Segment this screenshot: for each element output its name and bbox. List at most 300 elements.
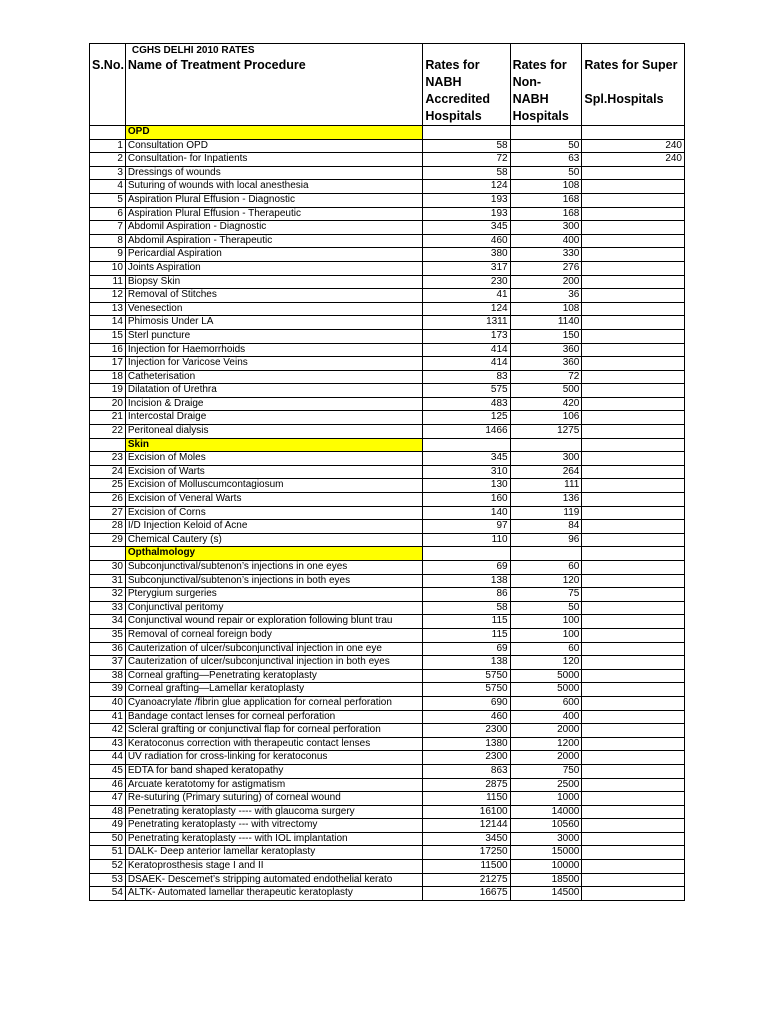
table-row — [90, 329, 685, 343]
non-nabh-rate-cell: 106 — [510, 411, 582, 425]
non-nabh-rate-cell: 276 — [510, 261, 582, 275]
serial-number-cell: 16 — [90, 343, 126, 357]
serial-number-cell: 35 — [90, 628, 126, 642]
non-nabh-rate-cell: 168 — [510, 193, 582, 207]
section-row — [90, 126, 685, 140]
table-row — [90, 180, 685, 194]
non-nabh-rate-cell: 168 — [510, 207, 582, 221]
serial-number-cell: 41 — [90, 710, 126, 724]
serial-number-cell: 8 — [90, 234, 126, 248]
table-row — [90, 425, 685, 439]
serial-number-cell: 43 — [90, 737, 126, 751]
table-row — [90, 615, 685, 629]
super-spl-rate-cell — [582, 316, 685, 330]
procedure-name-cell: Phimosis Under LA — [125, 316, 423, 330]
nabh-rate-cell: 124 — [423, 180, 510, 194]
super-spl-rate-cell — [582, 764, 685, 778]
nabh-rate-cell: 2300 — [423, 724, 510, 738]
procedure-name-cell: Keratoconus correction with therapeutic contact lenses — [125, 737, 423, 751]
nabh-rate-cell: 58 — [423, 139, 510, 153]
serial-number-cell: 31 — [90, 574, 126, 588]
super-spl-rate-cell — [582, 696, 685, 710]
serial-number-cell: 1 — [90, 139, 126, 153]
empty-cell — [582, 547, 685, 561]
table-row — [90, 887, 685, 901]
procedure-name-cell: Dressings of wounds — [125, 166, 423, 180]
super-spl-rate-cell — [582, 329, 685, 343]
procedure-name-cell: Abdomil Aspiration - Diagnostic — [125, 221, 423, 235]
table-row — [90, 139, 685, 153]
table-row — [90, 193, 685, 207]
non-nabh-rate-cell: 10000 — [510, 860, 582, 874]
super-spl-rate-cell — [582, 683, 685, 697]
procedure-name-cell: Penetrating keratoplasty ---- with IOL implantation — [125, 832, 423, 846]
table-row — [90, 493, 685, 507]
serial-number-cell: 36 — [90, 642, 126, 656]
empty-cell — [582, 438, 685, 452]
procedure-name-cell: Injection for Haemorrhoids — [125, 343, 423, 357]
procedure-name-cell: Subconjunctival/subtenon’s injections in both eyes — [125, 574, 423, 588]
procedure-name-cell: Dilatation of Urethra — [125, 384, 423, 398]
non-nabh-rate-cell: 360 — [510, 357, 582, 371]
nabh-rate-cell: 41 — [423, 289, 510, 303]
nonnabh-header-cell — [510, 44, 582, 126]
non-nabh-rate-cell: 150 — [510, 329, 582, 343]
non-nabh-rate-cell: 1275 — [510, 425, 582, 439]
non-nabh-rate-cell: 63 — [510, 153, 582, 167]
procedure-name-cell: Pericardial Aspiration — [125, 248, 423, 262]
nabh-rate-cell: 173 — [423, 329, 510, 343]
non-nabh-rate-cell: 400 — [510, 234, 582, 248]
procedure-name-cell: I/D Injection Keloid of Acne — [125, 520, 423, 534]
procedure-name-cell: Scleral grafting or conjunctival flap for corneal perforation — [125, 724, 423, 738]
serial-number-cell: 17 — [90, 357, 126, 371]
non-nabh-rate-cell: 3000 — [510, 832, 582, 846]
non-nabh-rate-cell: 50 — [510, 166, 582, 180]
nabh-rate-cell: 124 — [423, 302, 510, 316]
rates-table — [89, 43, 685, 901]
super-spl-rate-cell — [582, 751, 685, 765]
super-spl-rate-cell — [582, 860, 685, 874]
table-row — [90, 357, 685, 371]
non-nabh-rate-cell: 50 — [510, 139, 582, 153]
non-nabh-rate-cell: 2500 — [510, 778, 582, 792]
serial-number-cell: 9 — [90, 248, 126, 262]
nabh-rate-cell: 414 — [423, 357, 510, 371]
procedure-name-cell: DSAEK- Descemet’s stripping automated endothelial kerato — [125, 873, 423, 887]
non-nabh-rate-cell: 1140 — [510, 316, 582, 330]
serial-number-cell: 6 — [90, 207, 126, 221]
super-spl-rate-cell — [582, 479, 685, 493]
serial-number-cell: 30 — [90, 561, 126, 575]
table-row — [90, 343, 685, 357]
serial-number-cell: 49 — [90, 819, 126, 833]
non-nabh-rate-cell: 14500 — [510, 887, 582, 901]
nabh-rate-cell: 5750 — [423, 669, 510, 683]
table-row — [90, 506, 685, 520]
nabh-rate-cell: 138 — [423, 656, 510, 670]
nabh-rate-cell: 193 — [423, 207, 510, 221]
table-row — [90, 302, 685, 316]
non-nabh-rate-cell: 108 — [510, 180, 582, 194]
name-header-cell — [125, 44, 423, 126]
super-spl-rate-cell — [582, 873, 685, 887]
serial-number-cell: 2 — [90, 153, 126, 167]
non-nabh-rate-cell: 120 — [510, 656, 582, 670]
procedure-name-cell: Injection for Varicose Veins — [125, 357, 423, 371]
table-row — [90, 533, 685, 547]
serial-number-cell: 54 — [90, 887, 126, 901]
nabh-rate-cell: 575 — [423, 384, 510, 398]
procedure-name-cell: Peritoneal dialysis — [125, 425, 423, 439]
table-row — [90, 574, 685, 588]
super-spl-rate-cell — [582, 221, 685, 235]
super-spl-rate-cell: 240 — [582, 139, 685, 153]
super-spl-rate-cell — [582, 275, 685, 289]
nabh-rate-cell: 414 — [423, 343, 510, 357]
table-row — [90, 452, 685, 466]
super-spl-rate-cell — [582, 724, 685, 738]
procedure-name-cell: Excision of Warts — [125, 465, 423, 479]
nabh-rate-cell: 460 — [423, 234, 510, 248]
super-spl-rate-cell — [582, 832, 685, 846]
super-spl-rate-cell — [582, 411, 685, 425]
empty-cell — [423, 547, 510, 561]
table-row — [90, 819, 685, 833]
serial-number-cell: 37 — [90, 656, 126, 670]
empty-cell — [423, 126, 510, 140]
table-row — [90, 860, 685, 874]
table-row — [90, 751, 685, 765]
non-nabh-rate-cell: 136 — [510, 493, 582, 507]
serial-number-cell: 13 — [90, 302, 126, 316]
non-nabh-rate-cell: 5000 — [510, 669, 582, 683]
procedure-name-cell: Intercostal Draige — [125, 411, 423, 425]
table-row — [90, 805, 685, 819]
serial-number-cell: 7 — [90, 221, 126, 235]
nabh-rate-cell: 483 — [423, 397, 510, 411]
procedure-name-cell: Penetrating keratoplasty --- with vitrectomy — [125, 819, 423, 833]
name-header: Name of Treatment Procedure — [127, 58, 306, 72]
procedure-name-cell: Cauterization of ulcer/subconjunctival injection in one eye — [125, 642, 423, 656]
nabh-rate-cell: 380 — [423, 248, 510, 262]
non-nabh-rate-cell: 111 — [510, 479, 582, 493]
non-nabh-rate-cell: 60 — [510, 561, 582, 575]
non-nabh-rate-cell: 15000 — [510, 846, 582, 860]
serial-number-cell: 51 — [90, 846, 126, 860]
nabh-rate-cell: 193 — [423, 193, 510, 207]
super-spl-rate-cell — [582, 248, 685, 262]
procedure-name-cell: UV radiation for cross-linking for keratoconus — [125, 751, 423, 765]
table-row — [90, 411, 685, 425]
non-nabh-rate-cell: 84 — [510, 520, 582, 534]
super-spl-rate-cell — [582, 302, 685, 316]
super-spl-rate-cell — [582, 506, 685, 520]
table-row — [90, 207, 685, 221]
table-row — [90, 153, 685, 167]
empty-cell — [90, 547, 126, 561]
procedure-name-cell: Pterygium surgeries — [125, 588, 423, 602]
table-row — [90, 642, 685, 656]
nabh-rate-cell: 12144 — [423, 819, 510, 833]
nabh-rate-cell: 58 — [423, 601, 510, 615]
non-nabh-rate-cell: 264 — [510, 465, 582, 479]
non-nabh-rate-cell: 400 — [510, 710, 582, 724]
table-row — [90, 846, 685, 860]
section-heading: OPD — [125, 126, 423, 140]
super-spl-rate-cell — [582, 601, 685, 615]
table-row — [90, 384, 685, 398]
super-spl-rate-cell — [582, 642, 685, 656]
nabh-rate-cell: 345 — [423, 452, 510, 466]
table-row — [90, 479, 685, 493]
non-nabh-rate-cell: 14000 — [510, 805, 582, 819]
non-nabh-rate-cell: 96 — [510, 533, 582, 547]
table-row — [90, 261, 685, 275]
table-row — [90, 289, 685, 303]
super-spl-rate-cell — [582, 533, 685, 547]
procedure-name-cell: Incision & Draige — [125, 397, 423, 411]
procedure-name-cell: Suturing of wounds with local anesthesia — [125, 180, 423, 194]
procedure-name-cell: Keratoprosthesis stage I and II — [125, 860, 423, 874]
super-spl-rate-cell — [582, 207, 685, 221]
serial-number-cell: 42 — [90, 724, 126, 738]
serial-number-cell: 32 — [90, 588, 126, 602]
serial-number-cell: 45 — [90, 764, 126, 778]
super-spl-rate-cell — [582, 615, 685, 629]
table-row — [90, 397, 685, 411]
nabh-rate-cell: 83 — [423, 370, 510, 384]
empty-cell — [510, 438, 582, 452]
nabh-rate-cell: 1150 — [423, 792, 510, 806]
section-heading: Skin — [125, 438, 423, 452]
procedure-name-cell: Cauterization of ulcer/subconjunctival injection in both eyes — [125, 656, 423, 670]
table-row — [90, 792, 685, 806]
nabh-rate-cell: 345 — [423, 221, 510, 235]
nabh-rate-cell: 140 — [423, 506, 510, 520]
procedure-name-cell: Excision of Moles — [125, 452, 423, 466]
nabh-rate-cell: 21275 — [423, 873, 510, 887]
non-nabh-rate-cell: 5000 — [510, 683, 582, 697]
serial-number-cell: 3 — [90, 166, 126, 180]
super-spl-rate-cell — [582, 778, 685, 792]
nabh-rate-cell: 69 — [423, 561, 510, 575]
serial-number-cell: 11 — [90, 275, 126, 289]
non-nabh-rate-cell: 420 — [510, 397, 582, 411]
nabh-rate-cell: 138 — [423, 574, 510, 588]
super-spl-rate-cell — [582, 465, 685, 479]
non-nabh-rate-cell: 360 — [510, 343, 582, 357]
procedure-name-cell: ALTK- Automated lamellar therapeutic keratoplasty — [125, 887, 423, 901]
serial-number-cell: 52 — [90, 860, 126, 874]
super-spl-rate-cell — [582, 180, 685, 194]
serial-number-cell: 38 — [90, 669, 126, 683]
table-row — [90, 370, 685, 384]
procedure-name-cell: Aspiration Plural Effusion - Therapeutic — [125, 207, 423, 221]
nabh-rate-cell: 115 — [423, 615, 510, 629]
serial-number-cell: 29 — [90, 533, 126, 547]
non-nabh-rate-cell: 200 — [510, 275, 582, 289]
super-header-cell — [582, 44, 685, 126]
procedure-name-cell: Arcuate keratotomy for astigmatism — [125, 778, 423, 792]
super-spl-rate-cell — [582, 452, 685, 466]
procedure-name-cell: EDTA for band shaped keratopathy — [125, 764, 423, 778]
serial-number-cell: 12 — [90, 289, 126, 303]
nabh-rate-cell: 1311 — [423, 316, 510, 330]
serial-number-cell: 20 — [90, 397, 126, 411]
super-spl-rate-cell — [582, 561, 685, 575]
procedure-name-cell: Cyanoacrylate /fibrin glue application for corneal perforation — [125, 696, 423, 710]
nabh-rate-cell: 230 — [423, 275, 510, 289]
super-spl-rate-cell — [582, 805, 685, 819]
procedure-name-cell: Abdomil Aspiration - Therapeutic — [125, 234, 423, 248]
procedure-name-cell: Chemical Cautery (s) — [125, 533, 423, 547]
super-spl-rate-cell — [582, 588, 685, 602]
nabh-header-cell — [423, 44, 510, 126]
nabh-rate-cell: 17250 — [423, 846, 510, 860]
non-nabh-rate-cell: 2000 — [510, 724, 582, 738]
nabh-rate-cell: 72 — [423, 153, 510, 167]
serial-number-cell: 34 — [90, 615, 126, 629]
non-nabh-rate-cell: 600 — [510, 696, 582, 710]
serial-number-cell: 15 — [90, 329, 126, 343]
nabh-rate-cell: 160 — [423, 493, 510, 507]
serial-number-cell: 21 — [90, 411, 126, 425]
table-row — [90, 275, 685, 289]
super-spl-rate-cell — [582, 493, 685, 507]
super-spl-rate-cell — [582, 669, 685, 683]
sheet-title: CGHS DELHI 2010 RATES — [131, 45, 255, 56]
empty-cell — [423, 438, 510, 452]
section-row — [90, 547, 685, 561]
empty-cell — [90, 438, 126, 452]
procedure-name-cell: Joints Aspiration — [125, 261, 423, 275]
nabh-rate-cell: 1466 — [423, 425, 510, 439]
super-spl-rate-cell — [582, 193, 685, 207]
procedure-name-cell: Excision of Molluscumcontagiosum — [125, 479, 423, 493]
non-nabh-rate-cell: 108 — [510, 302, 582, 316]
non-nabh-rate-cell: 119 — [510, 506, 582, 520]
table-row — [90, 710, 685, 724]
table-row — [90, 465, 685, 479]
super-spl-rate-cell — [582, 656, 685, 670]
procedure-name-cell: DALK- Deep anterior lamellar keratoplasty — [125, 846, 423, 860]
nabh-rate-cell: 110 — [423, 533, 510, 547]
nabh-rate-cell: 863 — [423, 764, 510, 778]
super-header-bottom: Spl.Hospitals — [584, 92, 664, 106]
non-nabh-rate-cell: 100 — [510, 628, 582, 642]
serial-number-cell: 14 — [90, 316, 126, 330]
procedure-name-cell: Excision of Veneral Warts — [125, 493, 423, 507]
nabh-rate-cell: 1380 — [423, 737, 510, 751]
procedure-name-cell: Conjunctival wound repair or exploration following blunt trau — [125, 615, 423, 629]
serial-number-cell: 25 — [90, 479, 126, 493]
serial-number-cell: 47 — [90, 792, 126, 806]
super-header-top: Rates for Super — [584, 58, 678, 72]
super-spl-rate-cell — [582, 384, 685, 398]
serial-number-cell: 44 — [90, 751, 126, 765]
procedure-name-cell: Excision of Corns — [125, 506, 423, 520]
super-spl-rate-cell — [582, 425, 685, 439]
table-row — [90, 248, 685, 262]
nabh-rate-cell: 2875 — [423, 778, 510, 792]
serial-number-cell: 48 — [90, 805, 126, 819]
procedure-name-cell: Venesection — [125, 302, 423, 316]
table-row — [90, 669, 685, 683]
non-nabh-rate-cell: 50 — [510, 601, 582, 615]
table-row — [90, 683, 685, 697]
non-nabh-rate-cell: 1200 — [510, 737, 582, 751]
procedure-name-cell: Re-suturing (Primary suturing) of corneal wound — [125, 792, 423, 806]
empty-cell — [582, 126, 685, 140]
serial-number-cell: 10 — [90, 261, 126, 275]
table-row — [90, 561, 685, 575]
serial-number-cell: 40 — [90, 696, 126, 710]
table-row — [90, 832, 685, 846]
serial-number-cell: 22 — [90, 425, 126, 439]
non-nabh-rate-cell: 500 — [510, 384, 582, 398]
section-heading: Opthalmology — [125, 547, 423, 561]
non-nabh-rate-cell: 18500 — [510, 873, 582, 887]
serial-number-cell: 5 — [90, 193, 126, 207]
table-row — [90, 737, 685, 751]
procedure-name-cell: Conjunctival peritomy — [125, 601, 423, 615]
nabh-rate-cell: 16100 — [423, 805, 510, 819]
serial-number-cell: 18 — [90, 370, 126, 384]
table-row — [90, 601, 685, 615]
serial-number-cell: 4 — [90, 180, 126, 194]
nabh-header: Rates for NABH Accredited Hospitals — [425, 58, 490, 123]
sno-header: S.No. — [92, 58, 124, 72]
procedure-name-cell: Removal of corneal foreign body — [125, 628, 423, 642]
procedure-name-cell: Subconjunctival/subtenon’s injections in one eyes — [125, 561, 423, 575]
nabh-rate-cell: 11500 — [423, 860, 510, 874]
non-nabh-rate-cell: 750 — [510, 764, 582, 778]
nabh-rate-cell: 460 — [423, 710, 510, 724]
serial-number-cell: 33 — [90, 601, 126, 615]
nabh-rate-cell: 2300 — [423, 751, 510, 765]
nabh-rate-cell: 125 — [423, 411, 510, 425]
super-spl-rate-cell — [582, 357, 685, 371]
procedure-name-cell: Sterl puncture — [125, 329, 423, 343]
serial-number-cell: 24 — [90, 465, 126, 479]
super-spl-rate-cell — [582, 166, 685, 180]
serial-number-cell: 27 — [90, 506, 126, 520]
nabh-rate-cell: 690 — [423, 696, 510, 710]
serial-number-cell: 23 — [90, 452, 126, 466]
procedure-name-cell: Biopsy Skin — [125, 275, 423, 289]
nabh-rate-cell: 58 — [423, 166, 510, 180]
super-spl-rate-cell — [582, 520, 685, 534]
empty-cell — [90, 126, 126, 140]
nabh-rate-cell: 97 — [423, 520, 510, 534]
procedure-name-cell: Corneal grafting—Penetrating keratoplasty — [125, 669, 423, 683]
table-row — [90, 724, 685, 738]
super-spl-rate-cell — [582, 574, 685, 588]
super-spl-rate-cell — [582, 261, 685, 275]
non-nabh-rate-cell: 100 — [510, 615, 582, 629]
super-spl-rate-cell — [582, 343, 685, 357]
super-spl-rate-cell — [582, 628, 685, 642]
super-spl-rate-cell — [582, 846, 685, 860]
empty-cell — [510, 547, 582, 561]
table-row — [90, 628, 685, 642]
table-row — [90, 588, 685, 602]
serial-number-cell: 26 — [90, 493, 126, 507]
nabh-rate-cell: 3450 — [423, 832, 510, 846]
non-nabh-rate-cell: 330 — [510, 248, 582, 262]
table-row — [90, 778, 685, 792]
